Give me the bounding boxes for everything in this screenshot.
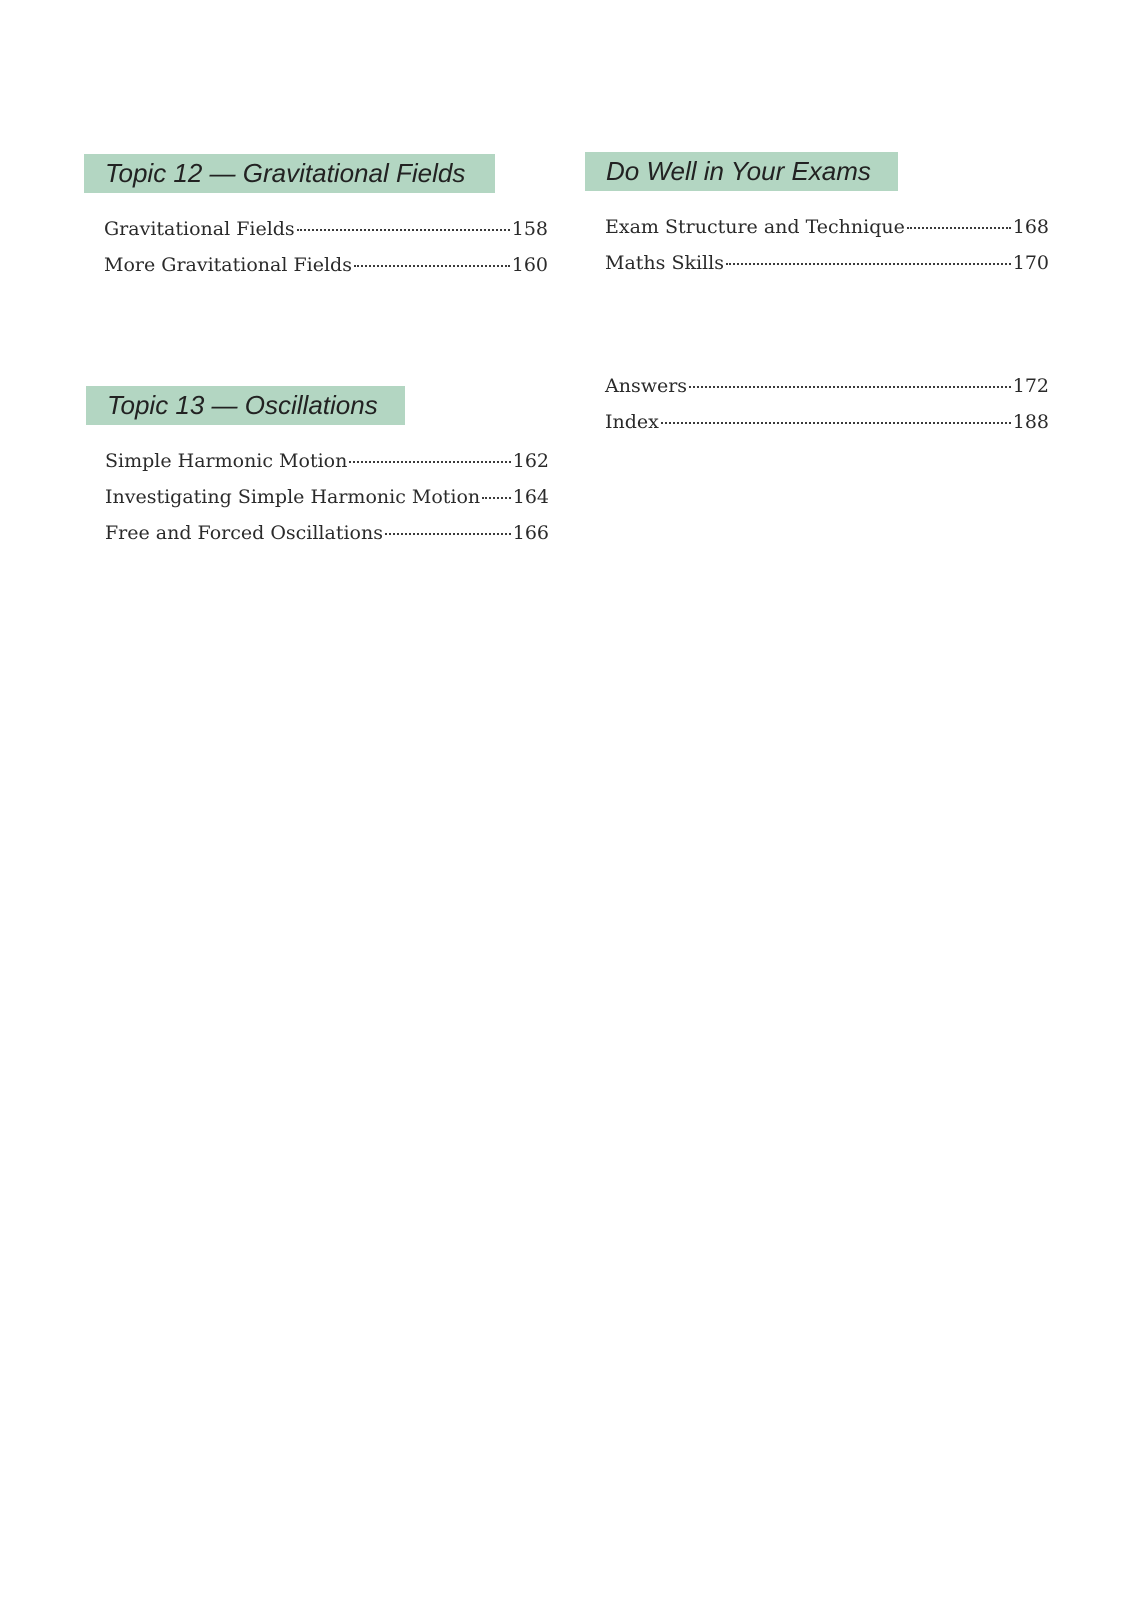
- toc-entry-title: Answers: [605, 375, 688, 397]
- toc-page-number: 158: [511, 218, 548, 240]
- toc-entry-title: Free and Forced Oscillations: [105, 522, 383, 544]
- toc-entry-title: Maths Skills: [605, 252, 724, 274]
- toc-page-number: 170: [1012, 252, 1049, 274]
- toc-entry-answers[interactable]: [605, 375, 1049, 411]
- toc-dot-leader: [661, 422, 1011, 424]
- toc-dot-leader: [297, 229, 510, 231]
- topic-13-heading: Topic 13 — Oscillations: [86, 386, 405, 425]
- toc-dot-leader: [349, 461, 510, 463]
- toc-dot-leader: [482, 497, 511, 499]
- toc-page-number: 172: [1012, 375, 1049, 397]
- toc-page-number: 162: [512, 450, 549, 472]
- toc-entry-title: Exam Structure and Technique: [605, 216, 905, 238]
- toc-entry-simple-harmonic-motion[interactable]: [105, 450, 549, 486]
- toc-page-number: 168: [1012, 216, 1049, 238]
- toc-entry-maths-skills[interactable]: [605, 252, 1049, 288]
- toc-page-number: 188: [1012, 411, 1049, 433]
- toc-dot-leader: [907, 227, 1011, 229]
- toc-entry-title: Simple Harmonic Motion: [105, 450, 348, 472]
- topic-12-heading: Topic 12 — Gravitational Fields: [84, 154, 495, 193]
- toc-dot-leader: [385, 533, 511, 535]
- toc-page-number: 160: [511, 254, 548, 276]
- toc-dot-leader: [354, 265, 510, 267]
- exams-heading: Do Well in Your Exams: [585, 152, 898, 191]
- toc-entry-title: Index: [605, 411, 659, 433]
- toc-entry-title: Gravitational Fields: [104, 218, 295, 240]
- toc-dot-leader: [726, 263, 1011, 265]
- toc-entry-title: Investigating Simple Harmonic Motion: [105, 486, 481, 508]
- toc-dot-leader: [689, 386, 1011, 388]
- toc-entry-gravitational-fields[interactable]: [104, 218, 548, 254]
- topic-13-toc-list: [105, 450, 549, 558]
- toc-entry-investigating-simple-harmonic-motion[interactable]: [105, 486, 549, 522]
- toc-entry-index[interactable]: [605, 411, 1049, 447]
- toc-page-number: 166: [512, 522, 549, 544]
- toc-entry-title: More Gravitational Fields: [104, 254, 352, 276]
- toc-entry-more-gravitational-fields[interactable]: [104, 254, 548, 290]
- back-matter-toc-list: [605, 375, 1049, 447]
- toc-entry-exam-structure-and-technique[interactable]: [605, 216, 1049, 252]
- toc-page-number: 164: [512, 486, 549, 508]
- toc-entry-free-and-forced-oscillations[interactable]: [105, 522, 549, 558]
- exams-toc-list: [605, 216, 1049, 288]
- topic-12-toc-list: [104, 218, 548, 290]
